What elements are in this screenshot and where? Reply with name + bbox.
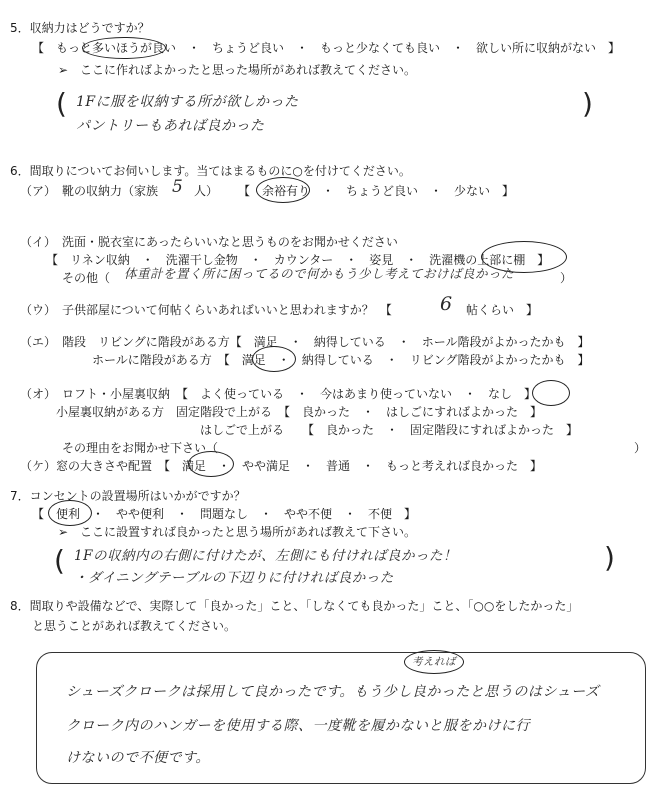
- q7-title: 7．コンセントの設置場所はいかがですか？: [10, 489, 246, 503]
- q6-ke-selected-circle: [188, 451, 234, 477]
- q6-a-family-count: 5: [172, 177, 184, 197]
- q6-a-selected-circle: [256, 177, 310, 203]
- q5-prompt: ➢ ここに作ればよかったと思った場所があれば教えてください。: [58, 63, 417, 77]
- q7-selected-circle: [48, 500, 92, 526]
- q6-i-options: 【 リネン収納 ・ 洗濯干し金物 ・ カウンター ・ 姿見 ・ 洗濯機の上部に棚 】: [46, 253, 550, 267]
- q6-e-selected-circle: [252, 346, 296, 372]
- q6-e-label2: ホールに階段がある方 【 満足 ・ 納得している ・ リビング階段がよかったかも 】: [92, 353, 590, 367]
- q5-close-paren: ): [582, 87, 593, 120]
- q6-i-label: （イ） 洗面・脱衣室にあったらいいなと思うものをお聞かせください: [20, 235, 398, 249]
- q6-u-answer: 6: [440, 293, 453, 315]
- q6-i-other-label: その他（: [62, 271, 111, 285]
- q8-answer-line3: けないので不便です。: [66, 750, 210, 766]
- q6-o-line3: はしごで上がる 【 良かった ・ 固定階段にすればよかった 】: [200, 423, 579, 437]
- q6-o-label: （オ） ロフト・小屋裏収納 【 よく使っている ・ 今はあまり使っていない ・ なし 】: [20, 387, 537, 401]
- q5-selected-circle: [82, 37, 166, 59]
- q6-ke-label: （ケ）窓の大きさや配置 【 満足 ・ やや満足 ・ 普通 ・ もっと考えれば良かった 】: [20, 459, 543, 473]
- q6-i-other-close: ）: [560, 271, 573, 285]
- q6-a-label: （ア） 靴の収納力（家族: [20, 184, 159, 198]
- q6-a-unit: 人）: [194, 184, 219, 198]
- q6-o-selected-circle: [532, 380, 570, 406]
- q8-insert-note: 考えれば: [412, 656, 456, 668]
- q5-answer-line1: 1Fに服を収納する所が欲しかった: [76, 94, 299, 110]
- q6-o-reason-close: ）: [634, 441, 647, 455]
- q8-title: 8．間取りや設備などで、実際して「良かった」こと、「しなくても良かった」こと、「○○をしたかった」: [10, 599, 579, 613]
- q7-answer-line1: 1Fの収納内の右側に付けたが、左側にも付ければ良かった！: [74, 548, 457, 564]
- q6-o-reason: その理由をお聞かせ下さい（: [62, 441, 219, 455]
- q6-u-unit: 帖くらい 】: [466, 303, 539, 317]
- q5-options: 【 もっと多いほうが良い ・ ちょうど良い ・ もっと少なくても良い ・ 欲しい所に収納がない 】: [32, 41, 621, 55]
- q6-u-label: （ウ） 子供部屋について何帖くらいあればいいと思われますか？ 【: [20, 303, 392, 317]
- q6-o-line2: 小屋裏収納がある方 固定階段で上がる 【 良かった ・ はしごにすればよかった 】: [56, 405, 543, 419]
- q7-prompt: ➢ ここに設置すれば良かったと思う場所があれば教えて下さい。: [58, 525, 417, 539]
- q6-e-label1: （エ） 階段 リビングに階段がある方【 満足 ・ 納得している ・ ホール階段がよかったかも 】: [20, 335, 590, 349]
- q7-open-paren: (: [54, 544, 65, 577]
- q7-answer-line2: ・ダイニングテーブルの下辺りに付ければ良かった: [74, 570, 394, 586]
- q8-title2: と思うことがあれば教えてください。: [32, 619, 237, 633]
- q5-open-paren: (: [56, 87, 67, 120]
- q8-insert-note-circle: [404, 650, 464, 674]
- q8-answer-line2: クローク内のハンガーを使用する際、一度靴を履かないと服をかけに行: [66, 718, 530, 734]
- q5-title: 5．収納力はどうですか？: [10, 21, 150, 35]
- q6-a-options: 【 余裕有り ・ ちょうど良い ・ 少ない 】: [238, 184, 515, 198]
- q6-i-other-answer: 体重計を置く所に困ってるので何かもう少し考えておけば良かった: [124, 266, 515, 281]
- q6-title: 6．間取りについてお伺いします。当てはまるものに○を付けてください。: [10, 164, 411, 178]
- q8-answer-line1: シューズクロークは採用して良かったです。もう少し良かったと思うのはシューズ: [66, 684, 600, 700]
- q7-options: 【 便利 ・ やや便利 ・ 問題なし ・ やや不便 ・ 不便 】: [32, 507, 417, 521]
- q5-answer-line2: パントリーもあれば良かった: [76, 118, 265, 134]
- q7-close-paren: ): [604, 541, 615, 574]
